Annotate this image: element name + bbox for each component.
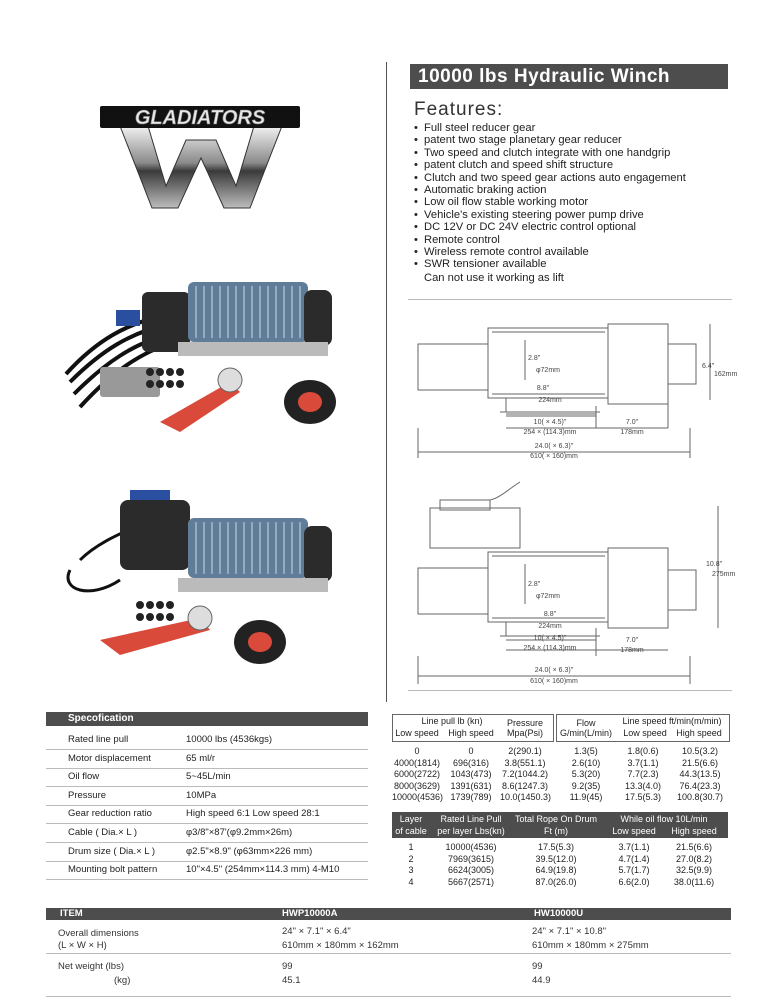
spec-row	[46, 787, 368, 806]
col-header: Pressure	[506, 718, 543, 728]
cell: 99	[532, 961, 543, 972]
feature-text: Automatic braking action	[424, 184, 547, 197]
spec-label: Cable ( Dia.× L )	[68, 827, 138, 838]
dim-total-mm: 610( × 160)mm	[530, 678, 578, 685]
col-header: High speed	[671, 826, 717, 836]
bullet-icon: •	[414, 233, 418, 246]
dim-a-mm: 224mm	[538, 397, 562, 404]
dim-c-mm: 178mm	[620, 429, 644, 436]
dim-b-mm: 254 × (114.3)mm	[523, 645, 577, 652]
spec-row	[46, 861, 368, 880]
col-header: Flow	[576, 718, 596, 728]
col-header: Total Rope On Drum	[514, 814, 598, 824]
bullet-icon: •	[414, 171, 418, 184]
table-cell: 1.3(5)	[574, 746, 598, 756]
divider-line	[408, 690, 732, 691]
bullet-icon: •	[414, 122, 418, 134]
winch-photo-1	[60, 262, 380, 442]
layer-table-header	[392, 812, 728, 838]
feature-text: Clutch and two speed gear actions auto engagement	[424, 171, 686, 184]
col-header: Mpa(Psi)	[506, 728, 543, 738]
table-cell: 1.8(0.6)	[627, 746, 659, 756]
spec-label: Rated line pull	[68, 734, 129, 745]
spec-row	[46, 750, 368, 769]
spec-value: 10MPa	[186, 789, 217, 801]
page-title: 10000 lbs Hydraulic Winch	[410, 64, 728, 89]
row-label: (kg)	[114, 975, 131, 986]
col-header: G/min(L/min)	[559, 728, 612, 738]
table-cell: 3.8(551.1)	[504, 757, 546, 768]
table-cell: 0	[468, 746, 474, 756]
table-cell: 100.8(30.7)	[676, 792, 724, 802]
dim-c-mm: 178mm	[620, 647, 644, 654]
bullet-icon: •	[414, 246, 418, 259]
table-cell: 4.7(1.4)	[618, 853, 650, 864]
spec-row	[46, 731, 368, 750]
divider-line	[46, 996, 731, 997]
col-header: per layer Lbs(kn)	[437, 826, 505, 836]
table-cell: 4	[408, 876, 414, 887]
table-cell: 87.0(26.0)	[535, 876, 577, 887]
winch-photo-2	[60, 480, 380, 660]
spec-value: High speed 6:1 Low speed 28:1	[186, 808, 320, 820]
model-table-header	[46, 908, 731, 920]
dim-total-mm: 610( × 160)mm	[530, 453, 578, 460]
drawing-svg	[400, 310, 738, 462]
drum-dia-label: 2.8"	[528, 581, 541, 588]
height-mm: 162mm	[714, 371, 738, 378]
model-table-body	[46, 924, 731, 1004]
bullet-icon: •	[414, 221, 418, 234]
feature-item	[414, 147, 686, 159]
logo-brand-text: GLADIATORS	[134, 107, 266, 129]
bullet-icon: •	[414, 208, 418, 221]
table-cell: 21.5(6.6)	[675, 842, 713, 852]
spec-label: Motor displacement	[68, 752, 151, 764]
dim-a-mm: 224mm	[538, 623, 562, 630]
table-cell: 7.7(2.3)	[627, 769, 659, 779]
cell: 610mm × 180mm × 275mm	[532, 940, 649, 951]
feature-item	[414, 221, 686, 233]
dim-c-label: 7.0"	[625, 637, 639, 644]
col-header: Line speed ft/min(m/min)	[622, 716, 722, 726]
table-cell: 2	[408, 853, 414, 864]
row-label: Net weight (lbs)	[58, 961, 124, 972]
row-label: Overall dimensions	[58, 928, 139, 939]
col-header: Ft (m)	[544, 826, 568, 836]
feature-item	[414, 258, 686, 270]
table-cell: 0	[414, 746, 420, 756]
feature-text: Full steel reducer gear	[424, 122, 536, 134]
technical-drawing-2	[400, 478, 736, 690]
drum-dia-label: 2.8"	[528, 355, 541, 362]
col-header: Low speed	[623, 728, 667, 738]
col-header: Rated Line Pull	[440, 814, 502, 824]
spec-row	[46, 768, 368, 787]
feature-text: Vehicle's existing steering power pump drive	[424, 208, 644, 221]
spec-value: 5~45L/min	[186, 771, 231, 783]
brand-logo	[98, 100, 303, 212]
technical-drawing-1	[400, 310, 738, 462]
drum-dia-mm: φ72mm	[536, 367, 560, 374]
cell: 610mm × 180mm × 162mm	[282, 940, 399, 951]
spec-row	[46, 843, 368, 862]
dim-c-label: 7.0"	[625, 419, 639, 426]
bullet-icon: •	[414, 159, 418, 172]
table-cell: 17.5(5.3)	[537, 842, 575, 852]
table-cell: 3	[408, 865, 414, 875]
layer-table-body	[392, 842, 728, 890]
col-header: HW10000U	[534, 908, 584, 919]
feature-item	[414, 172, 686, 184]
spec-value: 10000 lbs (4536kgs)	[186, 734, 273, 745]
col-header: ITEM	[60, 908, 83, 919]
table-cell: 39.5(12.0)	[535, 853, 577, 864]
feature-text: Two speed and clutch integrate with one handgrip	[424, 146, 671, 159]
col-header: While oil flow 10L/min	[620, 814, 708, 824]
table-cell: 696(316)	[452, 757, 490, 768]
feature-item	[414, 234, 686, 246]
cell: 45.1	[282, 975, 301, 986]
col-header: Layer	[399, 814, 423, 824]
height-mm: 275mm	[712, 571, 736, 578]
spec-label: Oil flow	[68, 771, 100, 783]
table-cell: 21.5(6.6)	[681, 757, 719, 768]
spec-row	[46, 824, 368, 843]
table-cell: 4000(1814)	[393, 757, 441, 768]
table-cell: 13.3(4.0)	[624, 780, 662, 791]
cell: 24" × 7.1" × 6.4"	[282, 926, 351, 937]
spec-label: Gear reduction ratio	[68, 808, 152, 820]
table-cell: 1	[408, 842, 414, 852]
feature-item	[414, 134, 686, 146]
dim-b-label: 10( × 4.5)"	[533, 419, 567, 426]
table-cell: 44.3(13.5)	[679, 769, 721, 779]
dim-a-label: 8.8"	[543, 611, 557, 618]
column-divider	[386, 62, 387, 702]
feature-text: DC 12V or DC 24V electric control optional	[424, 221, 637, 234]
table-cell: 2(290.1)	[508, 746, 542, 756]
table-cell: 1739(789)	[450, 792, 492, 802]
table-cell: 32.5(9.9)	[675, 865, 713, 875]
height-label: 10.8"	[706, 561, 723, 568]
table-cell: 1391(631)	[450, 780, 492, 791]
feature-item	[414, 122, 686, 134]
bullet-icon: •	[414, 134, 418, 147]
table-cell: 10000(4536)	[445, 842, 497, 852]
col-header: High speed	[448, 728, 494, 738]
feature-text: patent two stage planetary gear reducer	[424, 134, 622, 147]
feature-item	[414, 184, 686, 196]
table-cell: 6.6(2.0)	[618, 876, 650, 887]
dim-total-label: 24.0( × 6.3)"	[534, 667, 574, 674]
bullet-icon: •	[414, 184, 418, 197]
cell: 99	[282, 961, 293, 972]
table-cell: 10.0(1450.3)	[500, 792, 552, 802]
spec-heading: Specofication	[46, 712, 368, 726]
feature-text: Low oil flow stable working motor	[424, 196, 589, 209]
features-heading: Features:	[414, 99, 504, 120]
row-label: (L × W × H)	[58, 940, 107, 951]
table-cell: 8000(3629)	[393, 780, 441, 791]
table-cell: 1043(473)	[450, 769, 492, 779]
table-cell: 38.0(11.6)	[673, 876, 715, 887]
spec-row	[46, 805, 368, 824]
table-cell: 3.7(1.1)	[618, 842, 650, 852]
feature-item	[414, 196, 686, 208]
table-cell: 7.2(1044.2)	[501, 769, 549, 779]
cell: 24" × 7.1" × 10.8"	[532, 926, 607, 937]
table-cell: 5667(2571)	[447, 876, 495, 887]
col-header: Line pull lb (kn)	[421, 716, 483, 726]
col-header: HWP10000A	[282, 908, 338, 919]
col-header: of cable	[395, 826, 427, 836]
spec-value: 65 ml/r	[186, 752, 216, 764]
spec-value: 10"×4.5" (254mm×114.3 mm) 4-M10	[186, 864, 340, 876]
logo-graphic	[98, 100, 303, 212]
divider-line	[408, 299, 732, 300]
drum-dia-mm: φ72mm	[536, 593, 560, 600]
winch-illustration	[60, 480, 380, 670]
spec-label: Pressure	[68, 789, 107, 801]
drawing-svg	[400, 478, 736, 690]
features-note: Can not use it working as lift	[424, 272, 564, 284]
dim-a-label: 8.8"	[536, 385, 550, 392]
dim-total-label: 24.0( × 6.3)"	[534, 443, 574, 450]
table-cell: 27.0(8.2)	[675, 853, 713, 864]
table-cell: 2.6(10)	[571, 757, 601, 768]
table-cell: 6624(3005)	[447, 865, 495, 875]
feature-text: patent clutch and speed shift structure	[424, 159, 614, 172]
dim-b-mm: 254 × (114.3)mm	[523, 429, 577, 436]
spec-value: φ3/8"×87'(φ9.2mm×26m)	[186, 827, 293, 838]
dim-b-label: 10( × 4.5)"	[533, 635, 567, 642]
spec-label: Drum size ( Dia.× L )	[68, 845, 156, 857]
feature-item	[414, 246, 686, 258]
divider-line	[46, 953, 731, 954]
performance-table	[392, 714, 732, 810]
features-list	[414, 122, 686, 271]
table-cell: 5.7(1.7)	[618, 865, 650, 875]
bullet-icon: •	[414, 146, 418, 159]
col-header: High speed	[676, 728, 722, 738]
table-cell: 9.2(35)	[571, 780, 601, 791]
height-label: 6.4"	[702, 363, 715, 370]
winch-illustration	[60, 262, 380, 442]
table-cell: 76.4(23.3)	[679, 780, 721, 791]
table-cell: 64.9(19.8)	[535, 865, 577, 875]
table-cell: 17.5(5.3)	[624, 792, 662, 802]
table-cell: 3.7(1.1)	[627, 757, 659, 768]
table-cell: 10000(4536)	[392, 792, 444, 802]
spec-value: φ2.5"×8.9" (φ63mm×226 mm)	[186, 845, 313, 857]
cell: 44.9	[532, 975, 551, 986]
table-cell: 7969(3615)	[447, 853, 495, 864]
bullet-icon: •	[414, 196, 418, 209]
feature-item	[414, 209, 686, 221]
bullet-icon: •	[414, 258, 418, 271]
table-cell: 5.3(20)	[571, 769, 601, 779]
col-header: Low speed	[395, 728, 439, 738]
feature-item	[414, 159, 686, 171]
table-cell: 8.6(1247.3)	[501, 780, 549, 791]
feature-text: Remote control	[424, 233, 500, 246]
table-cell: 10.5(3.2)	[681, 746, 719, 756]
table-cell: 6000(2722)	[393, 769, 441, 779]
table-cell: 11.9(45)	[569, 792, 603, 802]
col-header: Low speed	[612, 826, 656, 836]
spec-label: Mounting bolt pattern	[68, 864, 158, 876]
feature-text: Wireless remote control available	[424, 246, 589, 259]
feature-text: SWR tensioner available	[424, 258, 547, 271]
